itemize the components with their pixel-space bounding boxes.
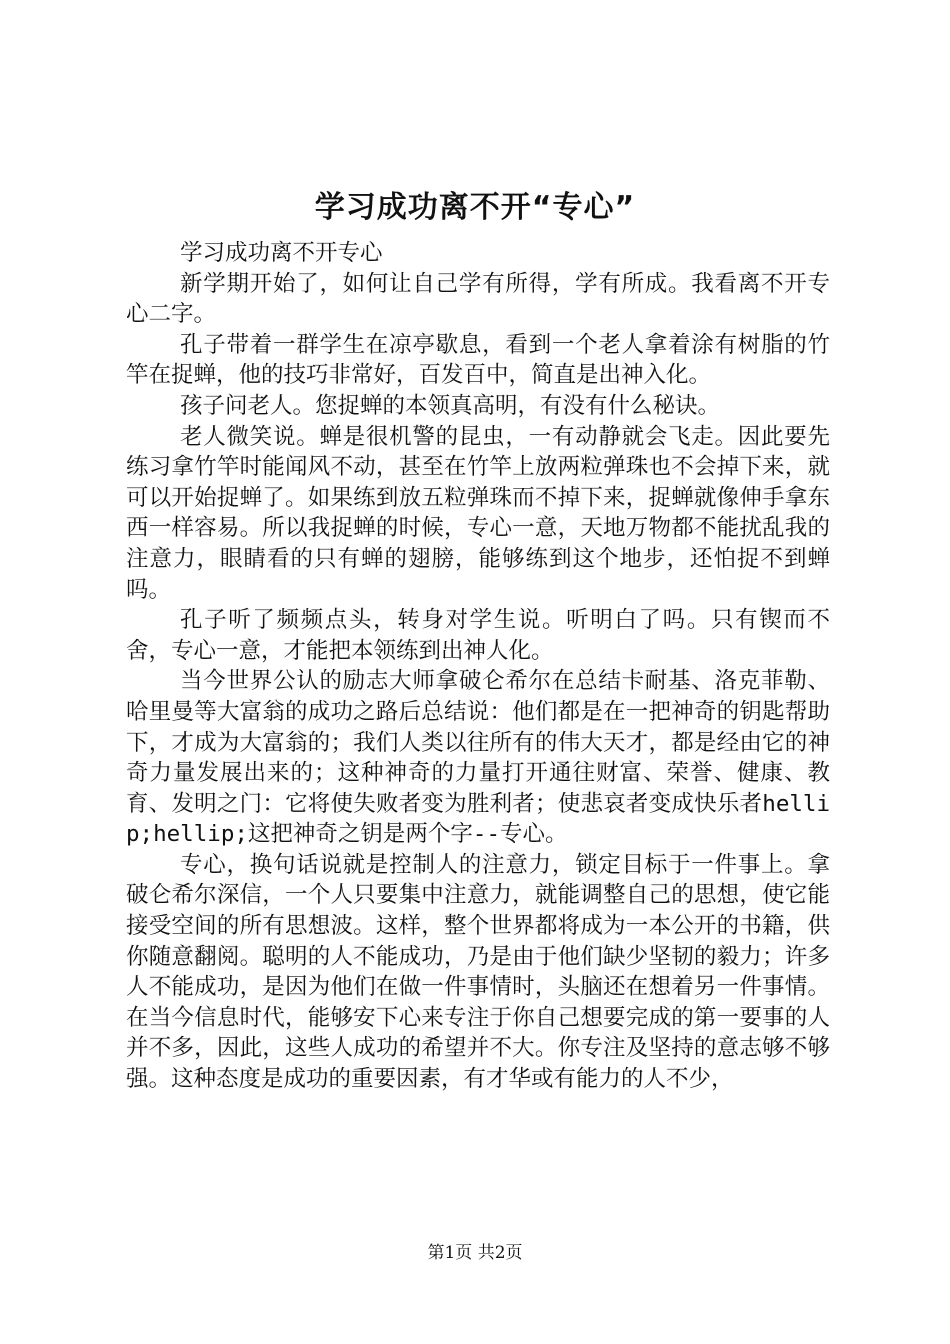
page-title: 学习成功离不开“专心”: [314, 190, 636, 225]
paragraph: 孔子听了频频点头，转身对学生说。听明白了吗。只有锲而不舍，专心一意，才能把本领练到出神人化。: [126, 607, 830, 664]
document-body: [126, 238, 830, 1095]
paragraph: 学习成功离不开专心: [180, 240, 383, 266]
page-footer: 第1页 共2页: [427, 1243, 523, 1263]
paragraph: 孩子问老人。您捉蝉的本领真高明，有没有什么秘诀。: [180, 392, 721, 419]
paragraph: 专心，换句话说就是控制人的注意力，锁定目标于一件事上。拿破仑希尔深信，一个人只要集中注意力，就能调整自己的思想，使它能接受空间的所有思想波。这样，整个世界都将成为一本公开的书籍，供你随意翻阅。聪明的人不能成功，乃是由于他们缺少坚韧的毅力；许多人不能成功，是因为他们在做一件事情时，头脑还在想着另一件事情。在当今信息时代，能够安下心来专注于你自己想要完成的第一要事的人并不多，因此，这些人成功的希望并不大。你专注及坚持的意志够不够强。这种态度是成功的重要因素，有才华或有能力的人不少，: [126, 851, 830, 1093]
paragraph: 当今世界公认的励志大师拿破仑希尔在总结卡耐基、洛克菲勒、哈里曼等大富翁的成功之路后总结说：他们都是在一把神奇的钥匙帮助下，才成为大富翁的；我们人类以往所有的伟大天才，都是经由它的神奇力量发展出来的；这种神奇的力量打开通往财富、荣誉、健康、教育、发明之门：它将使失败者变为胜利者；使悲哀者变成快乐者hellip;hellip;这把神奇之钥是两个字--专心。: [126, 668, 830, 848]
paragraph: 孔子带着一群学生在凉亭歇息，看到一个老人拿着涂有树脂的竹竿在捉蝉，他的技巧非常好，百发百中，简直是出神入化。: [126, 331, 830, 389]
paragraph: 老人微笑说。蝉是很机警的昆虫，一有动静就会飞走。因此要先练习拿竹竿时能闻风不动，甚至在竹竿上放两粒弹珠也不会掉下来，就可以开始捉蝉了。如果练到放五粒弹珠而不掉下来，捉蝉就像伸手拿东西一样容易。所以我捉蝉的时候，专心一意，天地万物都不能扰乱我的注意力，眼睛看的只有蝉的翅膀，能够练到这个地步，还怕捉不到蝉吗。: [126, 423, 830, 603]
paragraph: 新学期开始了，如何让自己学有所得，学有所成。我看离不开专心二字。: [126, 270, 830, 328]
